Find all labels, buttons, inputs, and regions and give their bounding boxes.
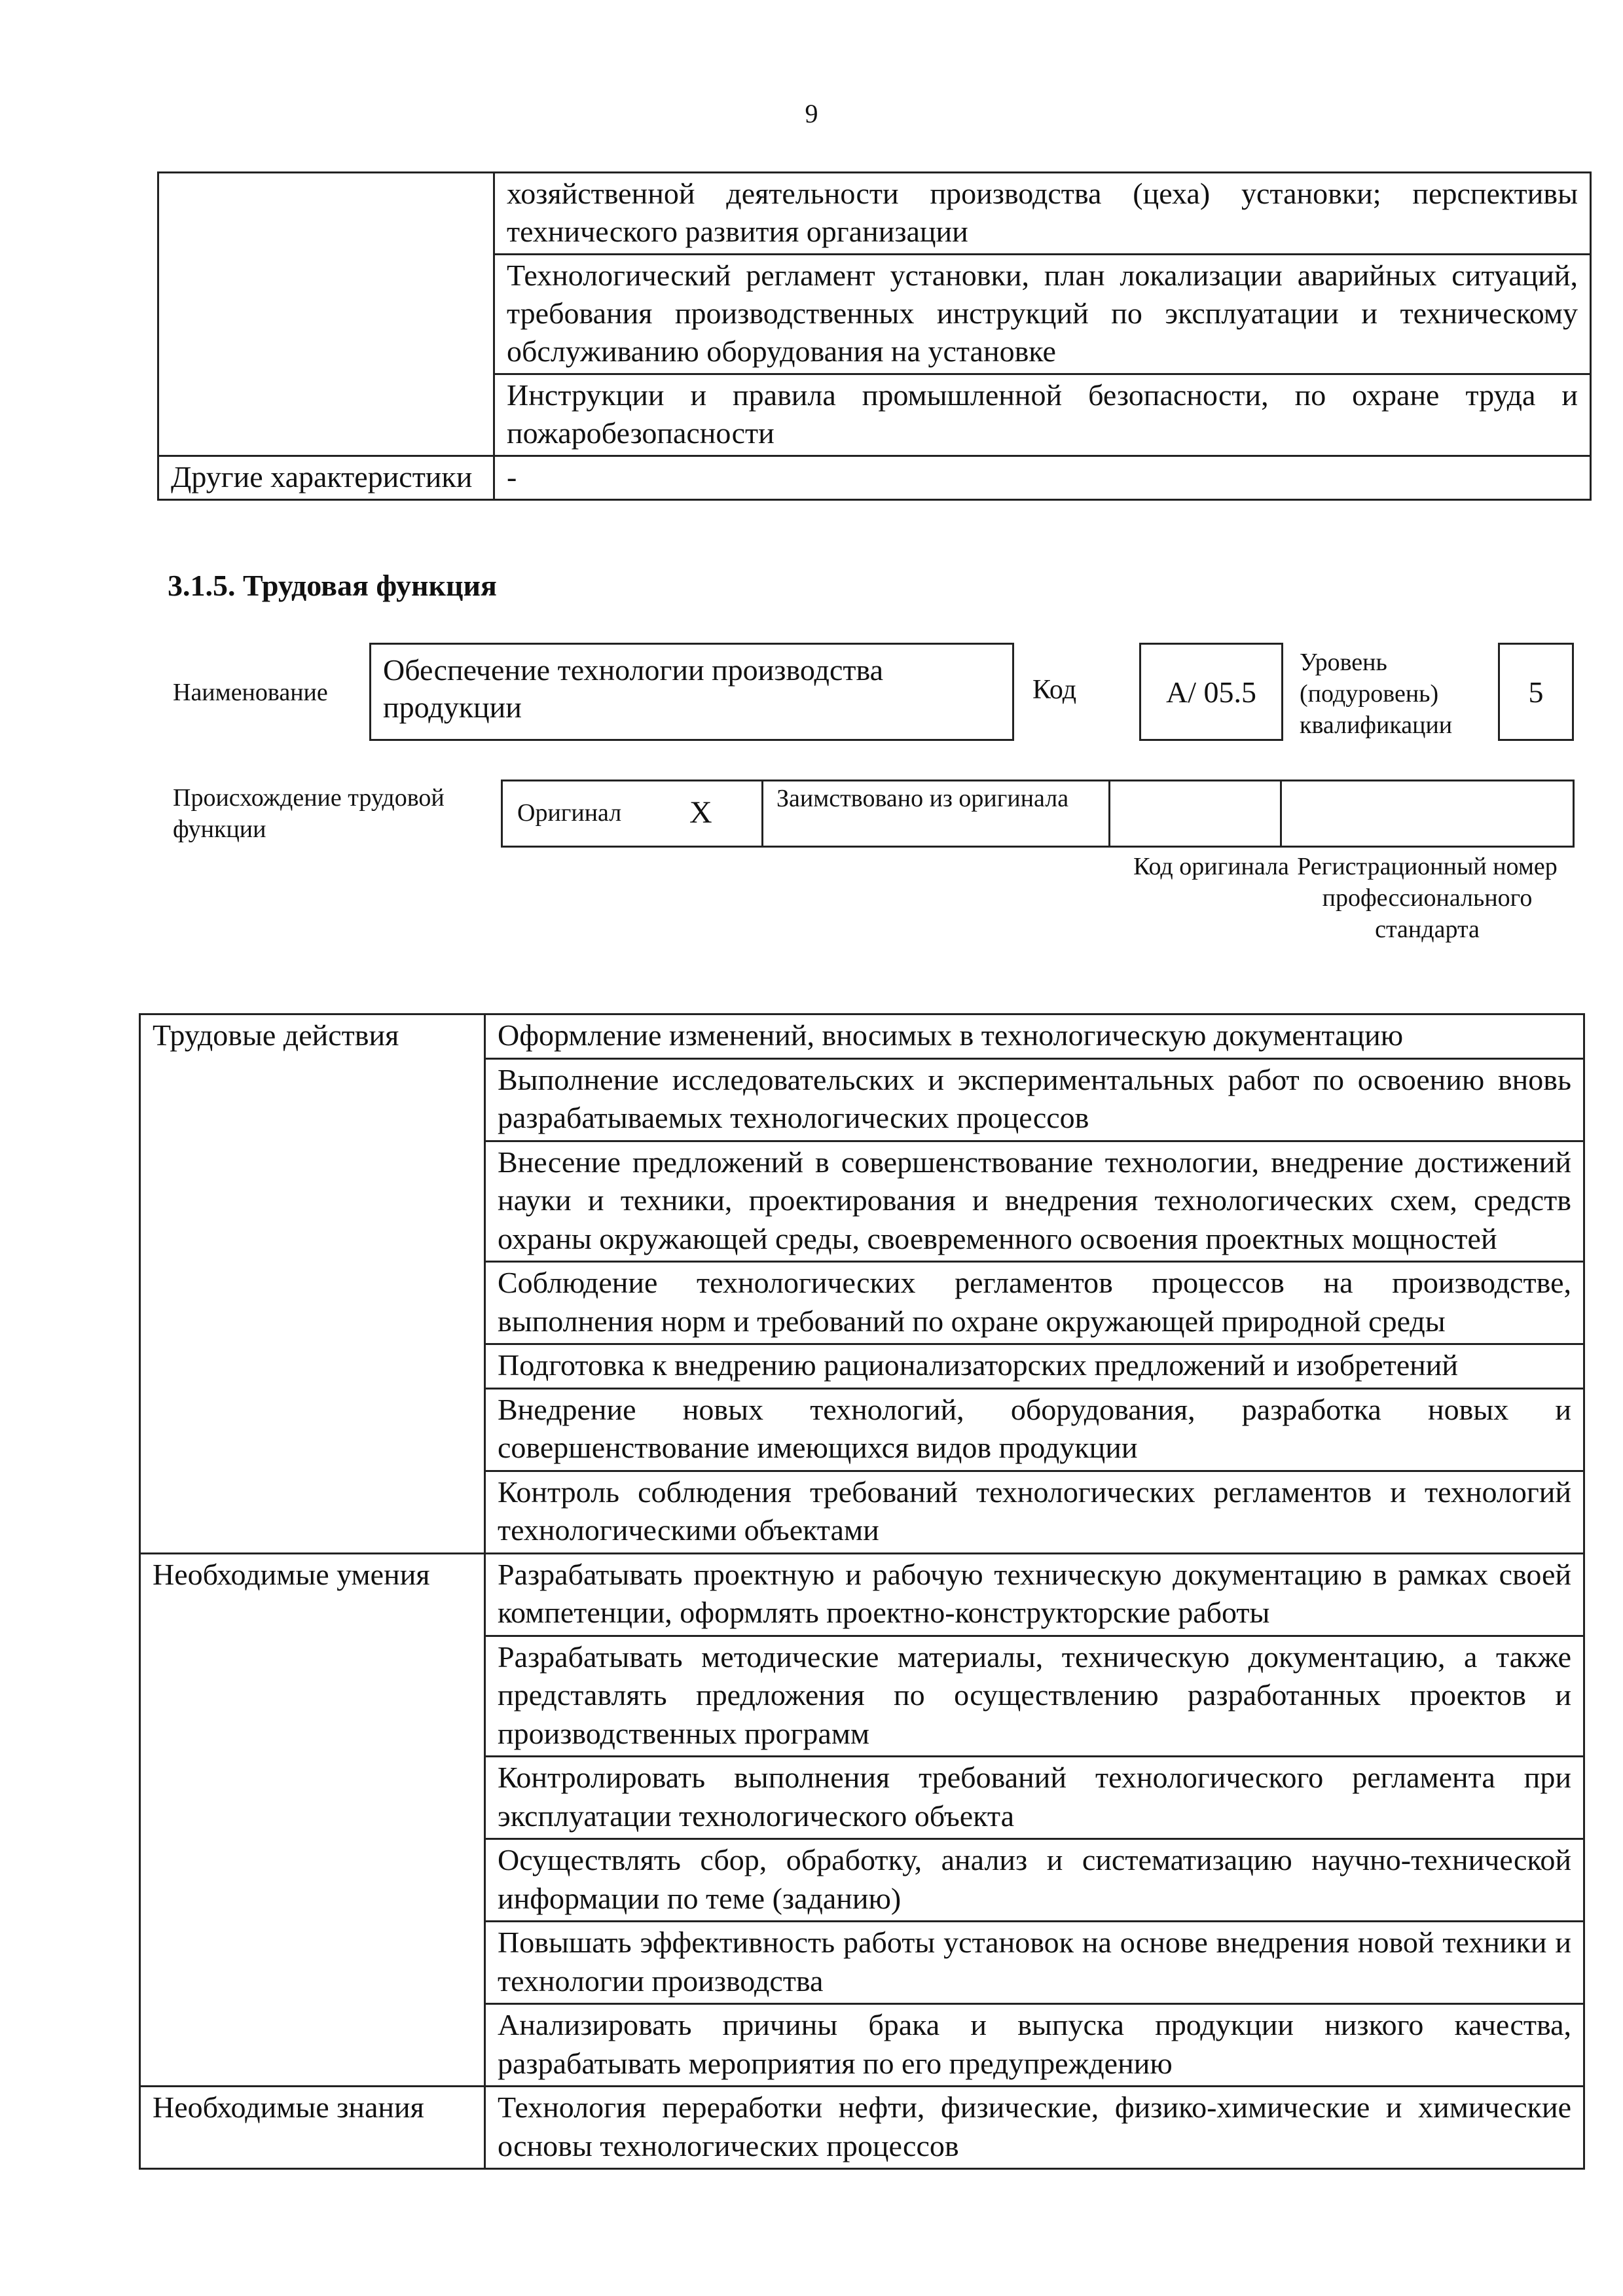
original-label: Оригинал xyxy=(517,799,622,827)
function-code: A/ 05.5 xyxy=(1166,675,1256,709)
skill-item: Контролировать выполнения требований технологического регламента при эксплуатации технологического объекта xyxy=(485,1757,1584,1839)
labor-actions-label: Трудовые действия xyxy=(140,1014,485,1554)
labor-action-item: Внедрение новых технологий, оборудования, разработка новых и совершенствование имеющихся видов продукции xyxy=(485,1388,1584,1471)
origin-divider xyxy=(761,781,763,846)
labor-action-item: Соблюдение технологических регламентов процессов на производстве, выполнения норм и требований по охране окружающей природной среды xyxy=(485,1262,1584,1344)
registration-number-caption: Регистрационный номер профессионального стандарта xyxy=(1297,853,1558,943)
labor-action-item: Выполнение исследовательских и экспериментальных работ по освоению вновь разрабатываемых технологических процессов xyxy=(485,1058,1584,1141)
other-characteristics-label: Другие характеристики xyxy=(158,456,494,500)
labor-action-item: Оформление изменений, вносимых в технологическую документацию xyxy=(485,1014,1584,1059)
labor-action-item: Подготовка к внедрению рационализаторских предложений и изобретений xyxy=(485,1344,1584,1389)
skill-item: Разрабатывать методические материалы, техническую документацию, а также представлять предложения по осуществлению разработанных проектов и производственных программ xyxy=(485,1636,1584,1757)
origin-divider xyxy=(1280,781,1282,846)
code-box xyxy=(1139,643,1283,741)
continuation-label-cell xyxy=(158,173,494,456)
skill-item: Повышать эффективность работы установок на основе внедрения новой техники и технологии производства xyxy=(485,1922,1584,2004)
function-name-box xyxy=(369,643,1014,741)
origin-box xyxy=(501,780,1575,848)
section-title: 3.1.5. Трудовая функция xyxy=(168,569,497,602)
level-box xyxy=(1498,643,1574,741)
continuation-table xyxy=(157,171,1592,501)
function-table xyxy=(139,1013,1585,2170)
origin-label: Происхождение трудовой функции xyxy=(173,784,445,843)
other-characteristics-value: - xyxy=(494,456,1591,500)
borrowed-label: Заимствовано из оригинала xyxy=(776,785,1069,812)
name-label: Наименование xyxy=(173,679,328,706)
knowledge-item: Технология переработки нефти, физические, физико-химические и химические основы технологических процессов xyxy=(485,2087,1584,2169)
page-number: 9 xyxy=(805,99,818,128)
skill-item: Осуществлять сбор, обработку, анализ и систематизацию научно-технической информации по теме (заданию) xyxy=(485,1839,1584,1922)
required-knowledge-label: Необходимые знания xyxy=(140,2087,485,2169)
function-name: Обеспечение технологии производства продукции xyxy=(383,653,884,724)
labor-action-item: Контроль соблюдения требований технологических регламентов и технологий технологическими объектами xyxy=(485,1471,1584,1553)
code-label: Код xyxy=(1032,675,1077,705)
required-skills-label: Необходимые умения xyxy=(140,1553,485,2087)
continuation-item: Технологический регламент установки, план локализации аварийных ситуаций, требования производственных инструкций по эксплуатации и техническому обслуживанию оборудования на установке xyxy=(494,255,1591,374)
qualification-level: 5 xyxy=(1528,675,1544,709)
original-mark: X xyxy=(689,795,712,830)
labor-action-item: Внесение предложений в совершенствование технологии, внедрение достижений науки и техники, проектирования и внедрения технологических схем, средств охраны окружающей среды, своевременного освоения проектных мощностей xyxy=(485,1141,1584,1262)
level-label: Уровень (подуровень) квалификации xyxy=(1300,649,1453,739)
origin-divider xyxy=(1108,781,1110,846)
continuation-item: хозяйственной деятельности производства (цеха) установки; перспективы технического развития организации xyxy=(494,173,1591,255)
continuation-item: Инструкции и правила промышленной безопасности, по охране труда и пожаробезопасности xyxy=(494,374,1591,456)
skill-item: Анализировать причины брака и выпуска продукции низкого качества, разрабатывать мероприятия по его предупреждению xyxy=(485,2004,1584,2087)
code-original-caption: Код оригинала xyxy=(1133,853,1289,880)
skill-item: Разрабатывать проектную и рабочую техническую документацию в рамках своей компетенции, оформлять проектно-конструкторские работы xyxy=(485,1553,1584,1636)
